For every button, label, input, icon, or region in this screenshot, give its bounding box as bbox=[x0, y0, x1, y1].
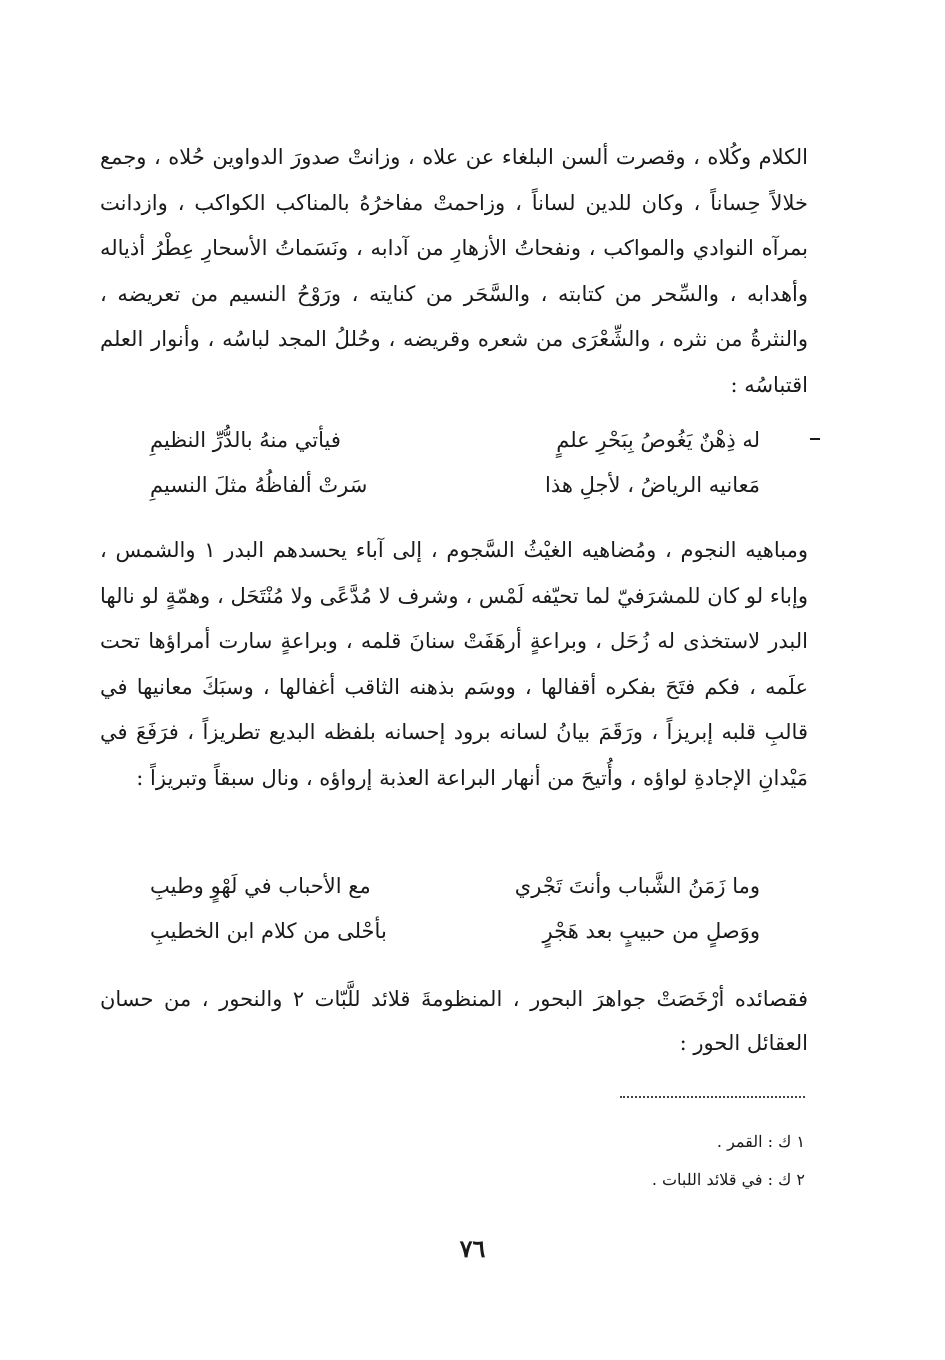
verse-hemistich-first: وما زَمَنُ الشَّباب وأنتَ تَجْري bbox=[514, 873, 760, 898]
verse-hemistich-first: له ذِهْنٌ يَغُوصُ بِبَحْرِ علمٍ bbox=[556, 427, 760, 452]
page-number: ٧٦ bbox=[459, 1234, 486, 1263]
verse-line bbox=[150, 863, 760, 908]
verse-line bbox=[150, 417, 760, 462]
verse-hemistich-first: ووَصلٍ من حبيبٍ بعد هَجْرٍ bbox=[542, 918, 760, 943]
paragraph: فقصائده أرْخَصَتْ جواهرَ البحور ، المنظومةَ قلائد للَّبّات ٢ والنحور ، من حسان العقائل الحور : bbox=[100, 987, 809, 1055]
verse-hemistich-second: بأحْلى من كلام ابن الخطيبِ bbox=[150, 918, 387, 943]
footnote-separator bbox=[620, 1096, 805, 1098]
verse-block bbox=[150, 863, 760, 953]
paragraph: الكلام وكُلاه ، وقصرت ألسن البلغاء عن علاه ، وزانتْ صدورَ الدواوين حُلاه ، وجمع خلالاً حِساناً ، وكان للدين لساناً ، وزاحمتْ مفاخرُهُ بالمناكب الكواكب ، وازدانت بمرآه النوادي والمواكب ، ونفحاتُ الأزهارِ من آدابه ، ونَسَماتُ الأسحارِ عِطْرُ أذياله وأهدابه ، والسِّحر من كتابته ، والسَّحَر من كنايته ، ورَوْحُ النسيم من تعريضه ، والنثرةُ من نثره ، والشِّعْرَى من شعره وقريضه ، وحُللُ المجد لباسُه ، وأنوار العلم اقتباسُه : bbox=[100, 145, 808, 397]
verse-hemistich-first: مَعانيه الرياضُ ، لأجلِ هذا bbox=[545, 472, 760, 497]
verse-hemistich-second: سَرتْ ألفاظُهُ مثلَ النسيمِ bbox=[150, 472, 368, 497]
paragraph: ومباهيه النجوم ، ومُضاهيه الغيْثُ السَّجوم ، إلى آباء يحسدهم البدر ١ والشمس ، وإباء لو كان للمشرَفيّ لما تحيّفه لَمْس ، وشرف لا مُدَّعًى ولا مُنْتَحَل ، وهمّةٍ لو نالها البدر لاستخذى له زُحَل ، وبراعةٍ أرهَفَتْ سنانَ قلمه ، وبراعةٍ سارت أمراؤها تحت علَمه ، فكم فتَحَ بفكره أقفالها ، ووسَم بذهنه الثاقب أغفالها ، وسبَكَ معانيها في قالبِ قلبه إبريزاً ، ورَقَمَ بيانُ لسانه برود إحسانه بلفظه البديع تطريزاً ، فرَفَعَ في مَيْدانِ الإجادةِ لواؤه ، وأُتيحَ من أنهار البراعة العذبة إرواؤه ، ونال سبقاً وتبريزاً : bbox=[100, 538, 808, 790]
margin-mark bbox=[810, 438, 820, 440]
verse-hemistich-second: فيأتي منهُ بالدُّرِّ النظيمِ bbox=[150, 427, 341, 452]
verse-line bbox=[150, 462, 760, 507]
verse-line bbox=[150, 908, 760, 953]
footnote: ٢ ك : في قلائد اللبات . bbox=[651, 1170, 805, 1189]
verse-hemistich-second: مع الأحباب في لَهْوٍ وطيبِ bbox=[150, 873, 371, 898]
verse-block bbox=[150, 417, 760, 507]
footnote: ١ ك : القمر . bbox=[716, 1132, 805, 1151]
